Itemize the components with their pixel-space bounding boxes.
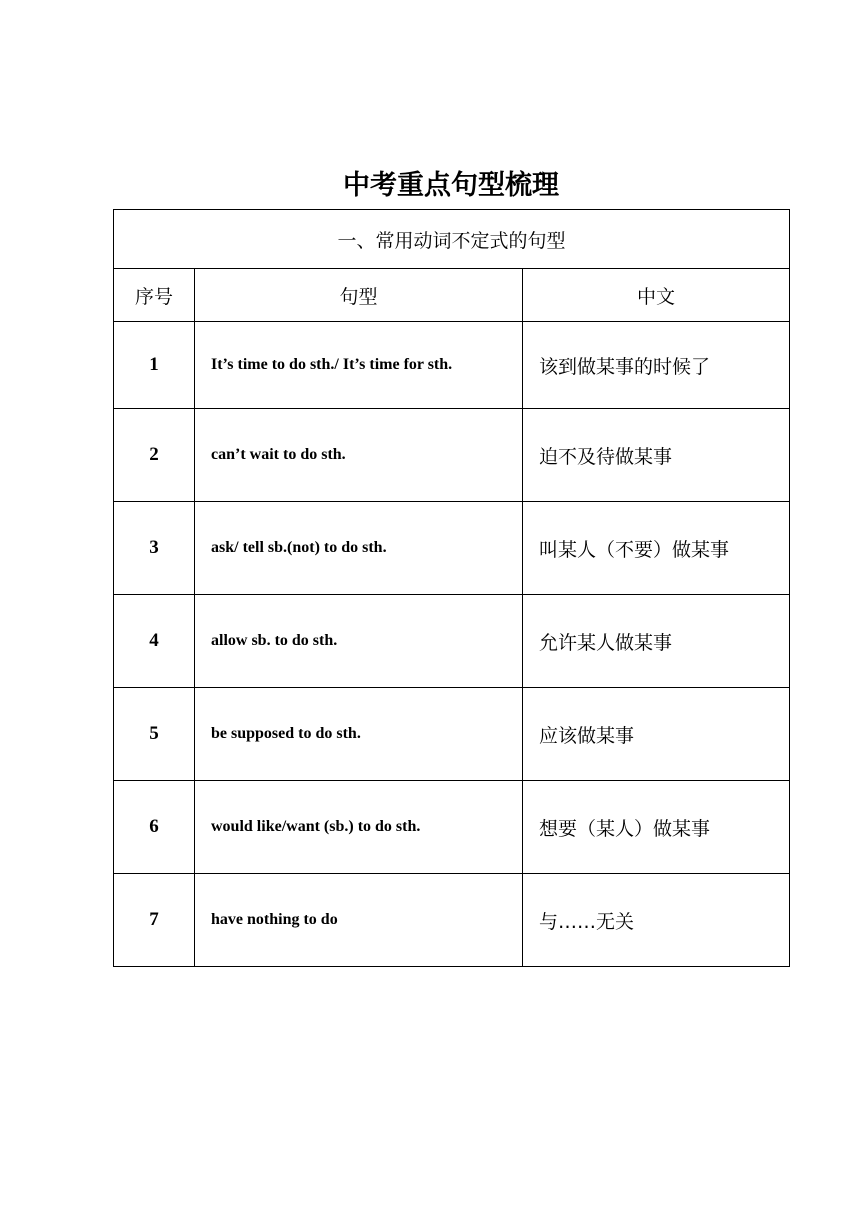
header-row xyxy=(114,269,790,322)
row-pattern: be supposed to do sth. xyxy=(195,688,523,781)
section-row xyxy=(114,210,790,269)
table-row xyxy=(114,781,790,874)
row-number: 3 xyxy=(114,502,195,595)
document-title: 中考重点句型梳理 xyxy=(343,170,559,201)
row-number: 6 xyxy=(114,781,195,874)
table-row xyxy=(114,688,790,781)
row-pattern: It’s time to do sth./ It’s time for sth. xyxy=(195,322,523,409)
row-pattern: can’t wait to do sth. xyxy=(195,409,523,502)
row-pattern: would like/want (sb.) to do sth. xyxy=(195,781,523,874)
row-pattern: ask/ tell sb.(not) to do sth. xyxy=(195,502,523,595)
header-pattern: 句型 xyxy=(195,269,523,322)
row-chinese: 应该做某事 xyxy=(523,688,790,781)
row-chinese: 叫某人（不要）做某事 xyxy=(523,502,790,595)
row-chinese: 允许某人做某事 xyxy=(523,595,790,688)
row-chinese: 迫不及待做某事 xyxy=(523,409,790,502)
row-chinese: 与……无关 xyxy=(523,874,790,967)
row-number: 1 xyxy=(114,322,195,409)
table-row xyxy=(114,874,790,967)
row-number: 2 xyxy=(114,409,195,502)
row-chinese: 想要（某人）做某事 xyxy=(523,781,790,874)
table-row xyxy=(114,322,790,409)
row-pattern: have nothing to do xyxy=(195,874,523,967)
row-pattern: allow sb. to do sth. xyxy=(195,595,523,688)
row-number: 7 xyxy=(114,874,195,967)
section-title: 一、常用动词不定式的句型 xyxy=(114,210,790,269)
table-row xyxy=(114,595,790,688)
header-number: 序号 xyxy=(114,269,195,322)
sentence-pattern-table xyxy=(113,209,790,967)
row-number: 4 xyxy=(114,595,195,688)
table-row xyxy=(114,409,790,502)
row-number: 5 xyxy=(114,688,195,781)
table-row xyxy=(114,502,790,595)
row-chinese: 该到做某事的时候了 xyxy=(523,322,790,409)
header-chinese: 中文 xyxy=(523,269,790,322)
